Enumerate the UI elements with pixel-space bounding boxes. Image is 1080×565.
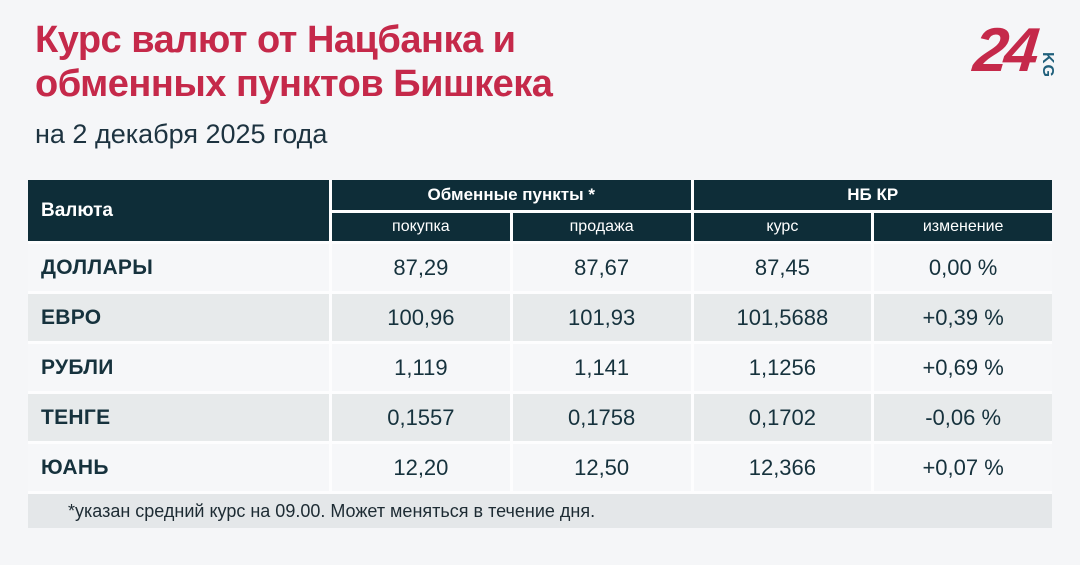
rate-subheader: курс — [694, 213, 872, 241]
page-date: на 2 декабря 2025 года — [35, 119, 328, 149]
currency-name-cell: ЮАНЬ — [28, 444, 329, 491]
change-subheader: изменение — [874, 213, 1052, 241]
change-value-cell: +0,39 % — [874, 294, 1052, 341]
sell-value-cell: 87,67 — [513, 244, 691, 291]
page-header — [35, 18, 775, 150]
change-value-cell: +0,07 % — [874, 444, 1052, 491]
currency-name-cell: ДОЛЛАРЫ — [28, 244, 329, 291]
buy-value-cell: 12,20 — [332, 444, 510, 491]
change-value-cell: +0,69 % — [874, 344, 1052, 391]
currency-name-cell: ЕВРО — [28, 294, 329, 341]
sell-value-cell: 101,93 — [513, 294, 691, 341]
logo-kg-label: KG — [1039, 52, 1056, 78]
nbkr-group-header: НБ КР — [694, 180, 1053, 210]
buy-value-cell: 0,1557 — [332, 394, 510, 441]
sell-subheader: продажа — [513, 213, 691, 241]
sell-value-cell: 0,1758 — [513, 394, 691, 441]
change-value-cell: 0,00 % — [874, 244, 1052, 291]
rate-value-cell: 12,366 — [694, 444, 872, 491]
logo-24-icon: 24 — [970, 16, 1039, 85]
rate-value-cell: 87,45 — [694, 244, 872, 291]
buy-value-cell: 87,29 — [332, 244, 510, 291]
rate-value-cell: 1,1256 — [694, 344, 872, 391]
exchange-offices-group-header: Обменные пункты * — [332, 180, 691, 210]
sell-value-cell: 12,50 — [513, 444, 691, 491]
currency-rates-table — [28, 180, 1052, 528]
buy-value-cell: 100,96 — [332, 294, 510, 341]
currency-column-header: Валюта — [28, 180, 329, 241]
rate-value-cell: 0,1702 — [694, 394, 872, 441]
currency-name-cell: ТЕНГЕ — [28, 394, 329, 441]
currency-name-cell: РУБЛИ — [28, 344, 329, 391]
page-title-line1: Курс валют от Нацбанка и — [35, 19, 516, 61]
sell-value-cell: 1,141 — [513, 344, 691, 391]
change-value-cell: -0,06 % — [874, 394, 1052, 441]
logo-24kg — [970, 16, 1056, 85]
page-title — [35, 18, 775, 106]
buy-value-cell: 1,119 — [332, 344, 510, 391]
footnote: *указан средний курс на 09.00. Может меняться в течение дня. — [28, 494, 1052, 528]
rate-value-cell: 101,5688 — [694, 294, 872, 341]
buy-subheader: покупка — [332, 213, 510, 241]
page-title-line2: обменных пунктов Бишкека — [35, 63, 553, 105]
